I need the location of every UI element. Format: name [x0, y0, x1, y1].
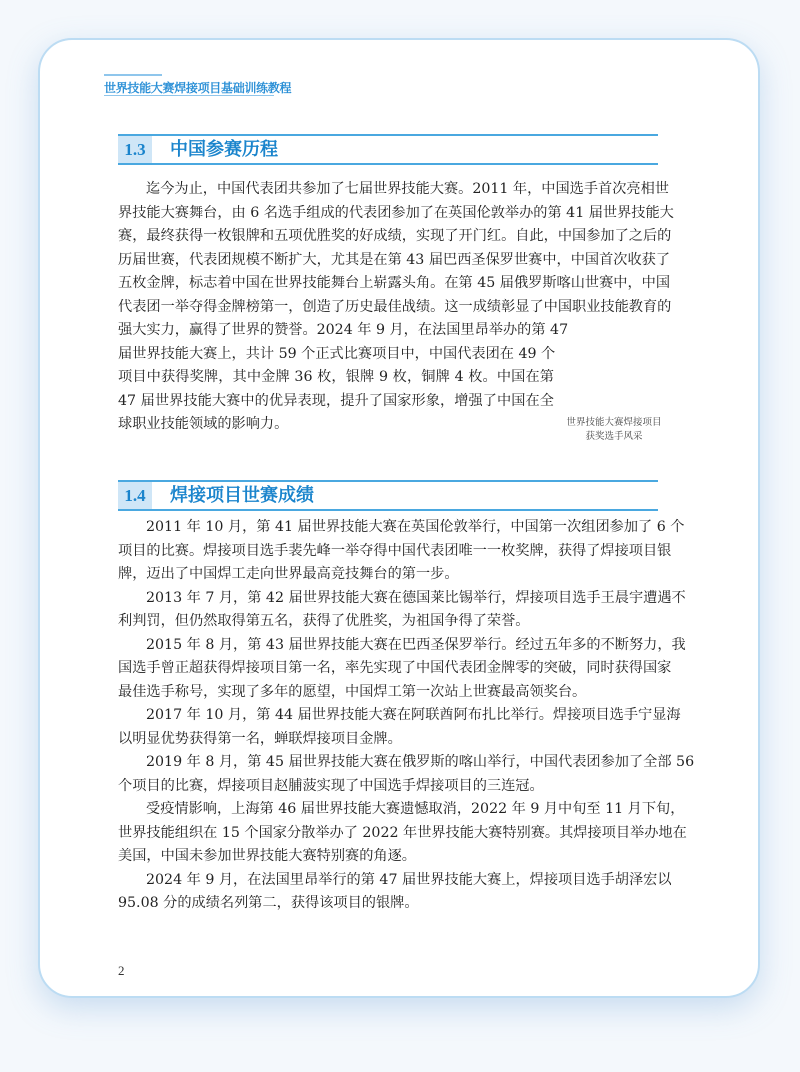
section-number: 1.3 [118, 136, 152, 163]
text-line: 历届世赛，代表团规模不断扩大，尤其是在第 43 届巴西圣保罗世赛中，中国首次收获了 [118, 251, 671, 268]
paragraph [118, 516, 685, 587]
section-heading-1-3 [118, 134, 658, 165]
running-head-underline [104, 95, 274, 96]
text-line: 受疫情影响，上海第 46 届世界技能大赛遗憾取消，2022 年 9 月中旬至 11 月下旬， [146, 801, 685, 817]
section-heading-1-4 [118, 480, 658, 511]
text-line: 以明显优势获得第一名，蝉联焊接项目金牌。 [118, 730, 402, 747]
text-line: 95.08 分的成绩名列第二，获得该项目的银牌。 [118, 895, 419, 911]
paragraph [118, 869, 672, 916]
text-line: 2019 年 8 月，第 45 届世界技能大赛在俄罗斯的喀山举行，中国代表团参加了全部 56 [146, 754, 695, 770]
paragraph [118, 178, 674, 437]
text-line: 世界技能组织在 15 个国家分散举办了 2022 年世界技能大赛特别赛。其焊接项目举办地在 [118, 824, 687, 841]
paragraph [118, 704, 681, 751]
section-1-4-body [118, 516, 695, 916]
text-line: 球职业技能领域的影响力。 [118, 416, 289, 432]
text-line: 最佳选手称号，实现了多年的愿望，中国焊工第一次站上世赛最高领奖台。 [118, 683, 587, 700]
text-line: 美国，中国未参加世界技能大赛特别赛的角逐。 [118, 848, 416, 864]
running-head-rule [104, 74, 162, 76]
text-line: 赛，最终获得一枚银牌和五项优胜奖的好成绩，实现了开门红。自此，中国参加了之后的 [118, 228, 672, 244]
text-line: 2011 年 10 月，第 41 届世界技能大赛在英国伦敦举行，中国第一次组团参加了 6 个 [146, 519, 685, 535]
text-line: 五枚金牌，标志着中国在世界技能舞台上崭露头角。在第 45 届俄罗斯喀山世赛中，中国 [118, 275, 671, 291]
text-line: 项目的比赛。焊接项目选手裴先峰一举夺得中国代表团唯一一枚奖牌，获得了焊接项目银 [118, 542, 672, 559]
text-line: 迄今为止，中国代表团共参加了七届世界技能大赛。2011 年，中国选手首次亮相世 [146, 181, 669, 197]
paragraph [118, 587, 686, 634]
text-line: 代表团一举夺得金牌榜第一，创造了历史最佳战绩。这一成绩彰显了中国职业技能教育的 [118, 298, 672, 315]
text-line: 国选手曾正超获得焊接项目第一名，率先实现了中国代表团金牌零的突破，同时获得国家 [118, 660, 672, 676]
page-number: 2 [118, 963, 125, 978]
text-line: 项目中获得奖牌，其中金牌 36 枚，银牌 9 枚，铜牌 4 枚。中国在第 [118, 369, 554, 385]
text-line: 2015 年 8 月，第 43 届世界技能大赛在巴西圣保罗举行。经过五年多的不断努力，我 [146, 636, 686, 653]
paragraph [118, 751, 695, 798]
text-line: 届世界技能大赛上，共计 59 个正式比赛项目中，中国代表团在 49 个 [118, 345, 556, 362]
caption-line: 获奖选手风采 [585, 431, 643, 442]
section-title: 焊接项目世赛成绩 [170, 485, 314, 506]
text-line: 2017 年 10 月，第 44 届世界技能大赛在阿联酋阿布扎比举行。焊接项目选手宁显海 [146, 707, 681, 723]
section-number: 1.4 [118, 482, 152, 509]
text-line: 牌，迈出了中国焊工走向世界最高竞技舞台的第一步。 [118, 566, 459, 582]
running-head: 世界技能大赛焊接项目基础训练教程 [104, 81, 292, 95]
text-line: 47 届世界技能大赛中的优异表现，提升了国家形象，增强了中国在全 [118, 392, 554, 409]
section-title: 中国参赛历程 [170, 139, 278, 160]
section-1-3-body [118, 178, 674, 437]
text-line: 个项目的比赛，焊接项目赵脯菠实现了中国选手焊接项目的三连冠。 [118, 777, 544, 794]
text-line: 界技能大赛舞台，由 6 名选手组成的代表团参加了在英国伦敦举办的第 41 届世界技能大 [118, 204, 674, 221]
text-line: 2013 年 7 月，第 42 届世界技能大赛在德国莱比锡举行，焊接项目选手王晨宇遭遇不 [146, 589, 686, 606]
text-line: 2024 年 9 月，在法国里昂举行的第 47 届世界技能大赛上，焊接项目选手胡泽宏以 [146, 871, 672, 888]
text-line: 利判罚，但仍然取得第五名，获得了优胜奖，为祖国争得了荣誉。 [118, 613, 530, 629]
caption-line: 世界技能大赛焊接项目 [566, 417, 662, 428]
paragraph [118, 798, 687, 869]
paragraph [118, 634, 686, 705]
figure-caption [566, 416, 662, 444]
text-line: 强大实力，赢得了世界的赞誉。2024 年 9 月，在法国里昂举办的第 47 [118, 322, 569, 338]
